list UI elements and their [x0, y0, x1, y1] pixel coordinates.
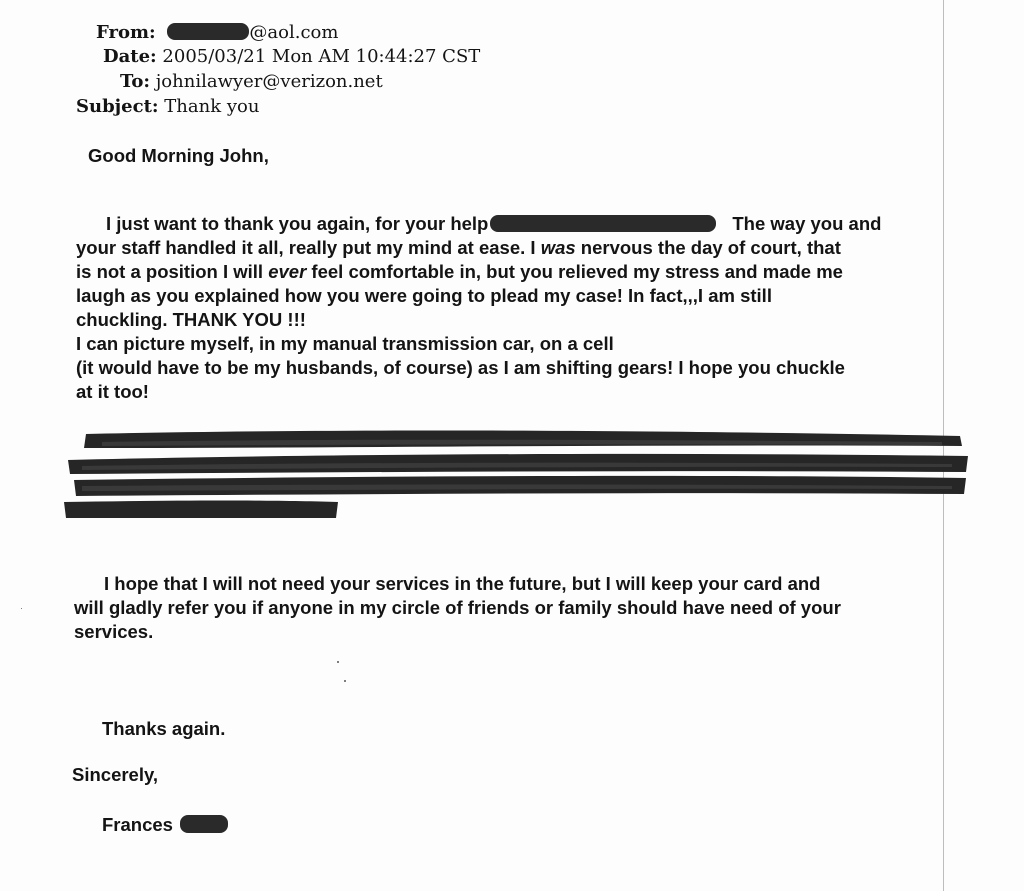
to-value: johnilawyer@verizon.net: [155, 71, 383, 92]
emphasis-text: was: [540, 237, 576, 258]
redaction-mark: [180, 815, 228, 833]
paragraph-line: at it too!: [76, 381, 149, 402]
emphasis-text: ever: [268, 261, 307, 282]
subject-label: Subject:: [76, 96, 159, 117]
text-segment: nervous the day of court, that: [575, 237, 841, 258]
text-segment: I just want to thank you again, for your help: [106, 213, 489, 234]
paragraph-line: I can picture myself, in my manual transmission car, on a cell: [76, 333, 614, 354]
paragraph-line: (it would have to be my husbands, of course) as I am shifting gears! I hope you chuckle: [76, 357, 845, 378]
scan-speck: [344, 680, 346, 682]
letter-greeting: Good Morning John,: [88, 145, 269, 166]
signature-line: [102, 813, 228, 837]
scribble-stroke: [64, 501, 338, 519]
redaction-mark: [490, 215, 716, 232]
paragraph-line: chuckling. THANK YOU !!!: [76, 309, 306, 330]
paragraph-line: [76, 212, 881, 236]
paragraph-line: laugh as you explained how you were going to plead my case! In fact,,,I am still: [76, 285, 772, 306]
scan-speck: [21, 608, 22, 609]
email-to-line: [120, 70, 383, 94]
text-segment: The way you and: [732, 213, 882, 234]
redaction-mark: [167, 23, 249, 40]
letter-sign-off: Sincerely,: [72, 764, 159, 785]
text-segment: is not a position I will: [76, 261, 269, 282]
from-value: @aol.com: [249, 22, 339, 43]
text-segment: your staff handled it all, really put my mind at ease. I: [76, 237, 541, 258]
paragraph-line: I hope that I will not need your services in the future, but I will keep your card and: [104, 573, 821, 594]
scribble-stroke: [84, 431, 962, 449]
paragraph-line: [76, 236, 881, 260]
date-label: Date:: [103, 46, 157, 67]
letter-paragraph-3: [74, 572, 841, 644]
letter-closing: Thanks again.: [102, 718, 226, 739]
email-date-line: [103, 45, 480, 69]
email-from-line: [96, 21, 338, 45]
signature-name: Frances: [102, 814, 173, 835]
date-value: 2005/03/21 Mon AM 10:44:27 CST: [162, 46, 481, 67]
from-label: From:: [96, 22, 156, 43]
subject-value: Thank you: [164, 96, 260, 117]
letter-paragraph-1: [76, 212, 881, 404]
paragraph-line: services.: [74, 621, 154, 642]
email-subject-line: [76, 95, 259, 119]
scan-speck: [337, 661, 339, 663]
paragraph-line: will gladly refer you if anyone in my circle of friends or family should have need of your: [74, 597, 841, 618]
text-segment: feel comfortable in, but you relieved my stress and made me: [306, 261, 843, 282]
scribbled-redaction: [62, 428, 972, 520]
paragraph-line: [76, 260, 881, 284]
to-label: To:: [120, 71, 150, 92]
